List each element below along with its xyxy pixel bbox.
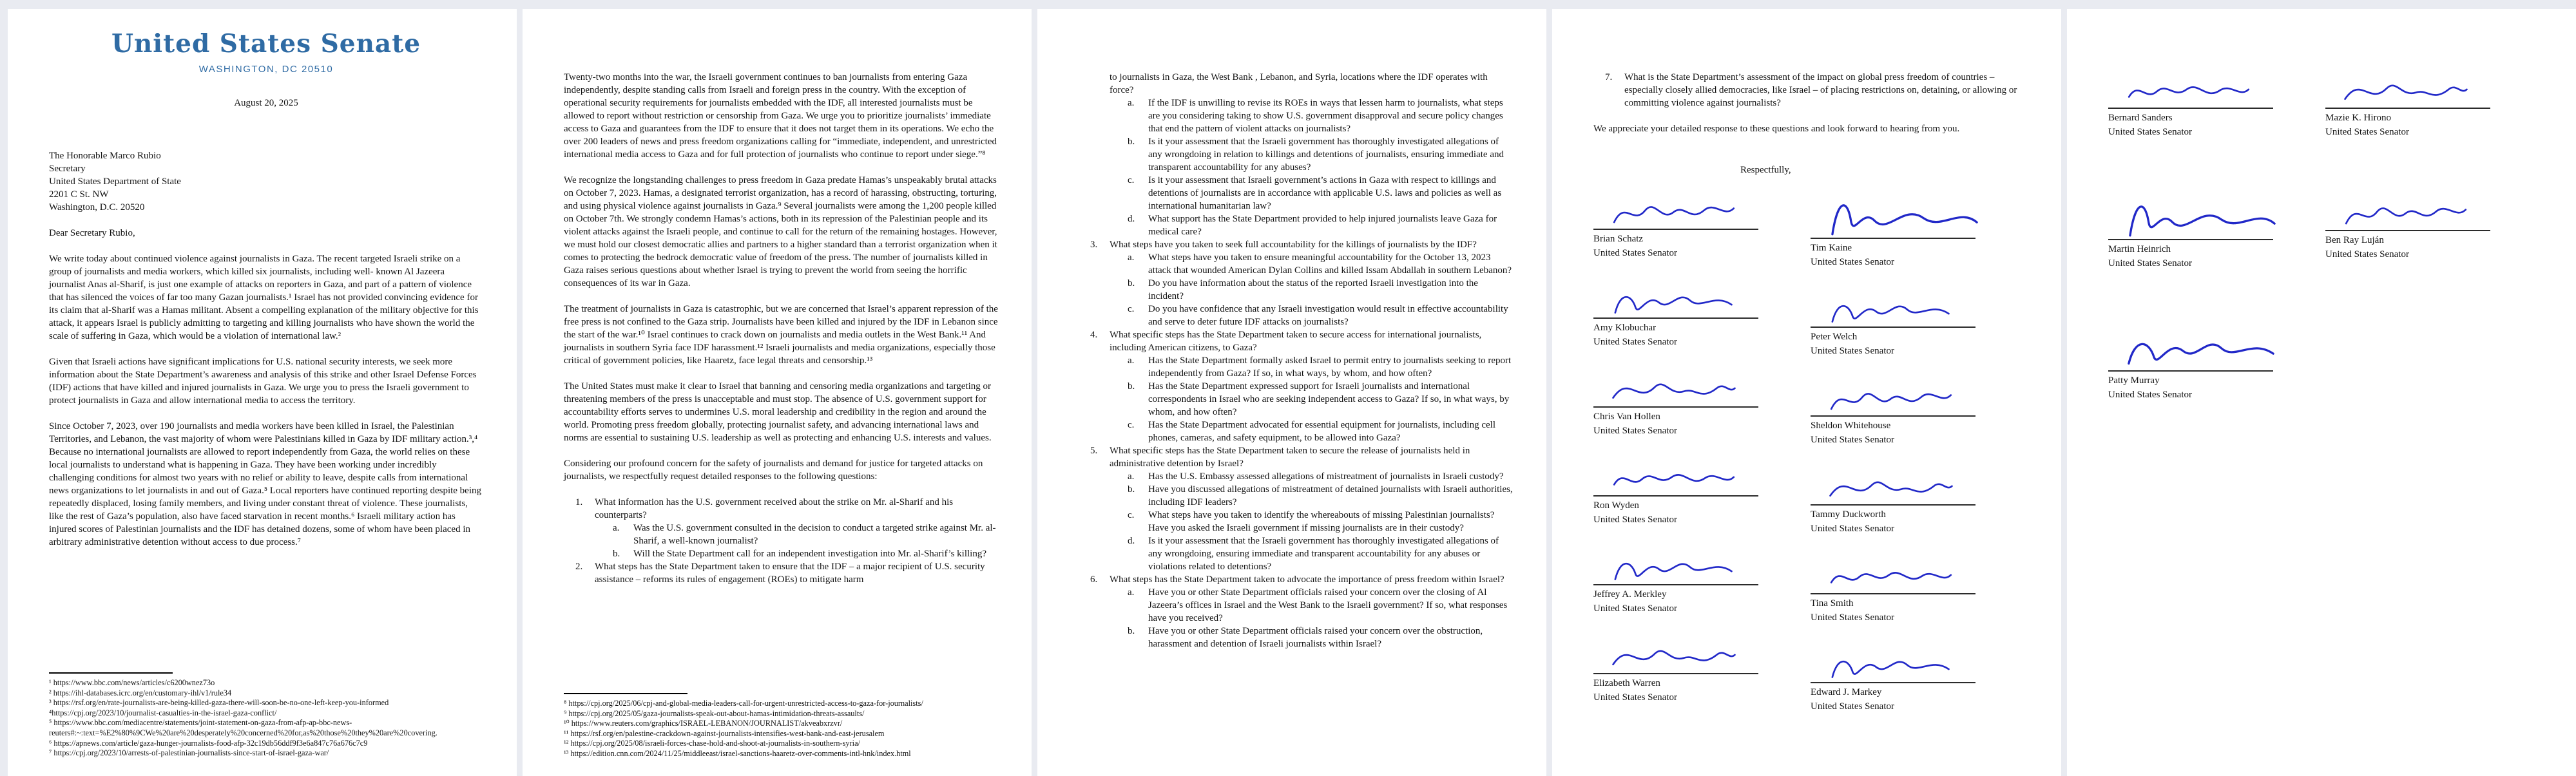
salutation: Dear Secretary Rubio, <box>49 228 135 238</box>
paragraph: Since October 7, 2023, over 190 journalists and media workers have been killed in Israel, the Palestinian Territories, and Lebanon, the vast majority of whom were Palestinians killed in Gaza by IDF military action.³,⁴ Because no international journalists are allowed to report independently from Gaza, the world relies on these local journalists to understand what is happening in Gaza. They have been working under incredibly challenging conditions for almost two years with no relief or ability to leave, despite calls from international news organizations to let journalists in and out of Gaza.⁵ Local reporters have continued reporting despite being repeatedly displaced, losing family members, and living under constant threat of violence. These journalists, like the rest of Gaza’s population, also have faced starvation in recent months.⁶ Israeli military action has injured scores of Palestinian journalists and the IDF has detained dozens, some of whom have been placed in arbitrary administrative detention without access to due process.⁷ <box>49 421 482 547</box>
question-subitem <box>1128 303 1513 328</box>
question-subitem <box>1128 97 1513 135</box>
signature-line <box>2325 108 2490 109</box>
signature-column-right <box>2325 73 2542 459</box>
question-marker: 7. <box>1605 72 1613 82</box>
question-text: Has the State Department formally asked Israel to permit entry to journalists seeking to report independently from Gaza? If so, in what ways, by whom, and how often? <box>1148 355 1512 379</box>
signature-line <box>1593 495 1758 497</box>
signature-ink <box>1593 194 1754 232</box>
question-marker: c. <box>1128 175 1135 185</box>
signature-title: United States Senator <box>1593 603 1677 614</box>
signature-line <box>1811 682 1975 683</box>
signature-title: United States Senator <box>1811 346 1894 356</box>
question-text: What steps have you taken to ensure meaningful accountability for the October 13, 2023 attack that wounded American Dylan Collins and killed Issam Abdallah in southern Lebanon? <box>1148 252 1512 276</box>
paragraph: The treatment of journalists in Gaza is catastrophic, but we are concerned that Israel’s apparent repression of the free press is not confined to the Gaza strip. Journalists have been killed and injured by the IDF in Lebanon since the start of the war.¹⁰ Israel continues to crack down on journalists and media outlets in the West Bank.¹¹ And journalists in southern Syria face IDF harassment.¹² Israeli journalists and media organizations, especially those critical of government policies, like Haaretz, face legal threats and censorship.¹³ <box>564 304 998 366</box>
signature-name: Ron Wyden <box>1593 500 1639 511</box>
signature-block <box>2325 73 2542 139</box>
question-subitem <box>1128 419 1513 444</box>
question-item <box>1090 238 1513 251</box>
page-2 <box>523 9 1032 776</box>
question-text: What steps have you taken to seek full accountability for the killings of journalists by the IDF? <box>1110 240 1477 250</box>
signature-block <box>1593 639 1811 705</box>
question-text: What steps has the State Department taken to ensure that the IDF – a major recipient of U.S. security assistance – reforms its rules of engagement (ROEs) to mitigate harm <box>595 562 985 585</box>
signature-block <box>1593 550 1811 616</box>
signature-title: United States Senator <box>1593 337 1677 347</box>
question-marker: c. <box>1128 304 1135 314</box>
paragraph: The United States must make it clear to Israel that banning and censoring media organizations and targeting or threatening members of the press is unacceptable and must stop. The absence of U.S. government support for accountability efforts serves to undermines U.S. moral leadership and credibility in the region and around the world. Promoting press freedom globally, protecting journalist safety, and advancing international laws and norms are essential to sustaining U.S. leadership as well as protecting and enhancing U.S. interests and values. <box>564 381 992 443</box>
signature-name: Ben Ray Luján <box>2325 235 2384 245</box>
paragraph: We write today about continued violence against journalists in Gaza. The recent targeted Israeli strike on a group of journalists and media workers, which killed six journalists, including well- known Al Jazeera journalist Anas al-Sharif, is just one example of attacks on reporters in Gaza, and part of a pattern of violence that has silenced the voices of far too many Gazan journalists.¹ Israel has not provided convincing evidence for its claim that al-Sharif was a Hamas militant. Absent a compelling explanation of the military objective for this attack, it appears Israel is publicly admitting to targeting and killing journalists who have shown the world the scale of suffering in Gaza, which would be a violation of international law.² <box>49 254 479 341</box>
question-item <box>1605 71 2028 109</box>
question-text: What specific steps has the State Department taken to secure access for international journalists, including American citizens, to Gaza? <box>1110 330 1482 353</box>
question-subitem <box>613 547 998 560</box>
question-text: Have you discussed allegations of mistreatment of detained journalists with Israeli authorities, including IDF leaders? <box>1148 484 1513 507</box>
page-4 <box>1552 9 2061 776</box>
footnotes <box>564 693 1002 759</box>
signature-title: United States Senator <box>2108 390 2192 400</box>
signature-ink <box>1811 381 1972 419</box>
signature-ink <box>1811 648 1972 685</box>
question-text: Was the U.S. government consulted in the decision to conduct a targeted strike against Mr. al-Sharif, a well-known journalist? <box>633 523 996 546</box>
signature-name: Tina Smith <box>1811 598 1854 609</box>
signature-ink <box>2325 73 2486 111</box>
signature-line <box>2108 239 2273 240</box>
signature-column-right <box>1811 194 2028 737</box>
question-text: Is it your assessment that Israeli government’s actions in Gaza with respect to killings and detentions of journalists are in accordance with applicable U.S. laws and policies as well as international humanitarian law? <box>1148 175 1502 211</box>
question-item <box>1090 328 1513 354</box>
question-text: Is it your assessment that the Israeli government has thoroughly investigated allegations of any wrongdoing in relation to killings and detentions of journalists, ensuring immediate and transparent accountability for any abuses? <box>1148 137 1504 173</box>
signature-ink <box>1593 461 1754 498</box>
signature-block <box>1811 648 2028 714</box>
signature-name: Edward J. Markey <box>1811 687 1882 697</box>
signature-name: Peter Welch <box>1811 332 1858 342</box>
signature-block <box>1811 194 2028 269</box>
footnote-item: ³ https://rsf.org/en/rate-journalists-are-being-killed-gaza-there-will-soon-be-no-one-left-keep-you-informed <box>49 698 389 708</box>
question-marker: b. <box>613 549 620 559</box>
signature-title: United States Senator <box>1593 248 1677 258</box>
signature-name: Tim Kaine <box>1811 243 1852 253</box>
signature-column-left <box>2108 73 2325 459</box>
question-item <box>1090 444 1513 470</box>
footnote-item: ⁸ https://cpj.org/2025/06/cpj-and-global-media-leaders-call-for-urgent-unrestricted-access-to-gaza-for-journalists/ <box>564 699 923 708</box>
question-text: Has the State Department expressed support for Israeli journalists and international correspondents in Israel who are seeking independent access to Gaza? If so, in what ways, by whom, and how often? <box>1148 381 1510 417</box>
question-text: If the IDF is unwilling to revise its ROEs in ways that lessen harm to journalists, what steps are you considering taking to show U.S. government disapproval and secure policy changes that end the pattern of violent attacks on journalists? <box>1148 98 1503 134</box>
signature-line <box>1593 406 1758 408</box>
question-marker: 1. <box>575 497 583 507</box>
paragraph: Twenty-two months into the war, the Israeli government continues to ban journalists from entering Gaza independently, despite standing calls from Israeli and foreign press in the country. With the exception of operational security requirements for journalists embedded with the IDF, all interested journalists must be allowed to report without restriction or censorship from Gaza. We urge you to prioritize journalists’ immediate access to Gaza and guarantees from the IDF to ensure that it does not target them in its operations. We echo the over 200 leaders of news and press freedom organizations calling for “immediate, independent, and unrestricted international media access to Gaza and for full protection of journalists who continue to report under siege.”⁸ <box>564 72 997 160</box>
question-text: What steps has the State Department taken to advocate the importance of press freedom within Israel? <box>1110 574 1504 585</box>
footnote-item: ⁷ https://cpj.org/2023/10/arrests-of-palestinian-journalists-since-start-of-israel-gaza-war/ <box>49 748 329 758</box>
signature-line <box>1593 317 1758 319</box>
signature-name: Martin Heinrich <box>2108 244 2171 254</box>
signature-title: United States Senator <box>1811 257 1894 267</box>
signature-line <box>1811 415 1975 417</box>
question-marker: 6. <box>1090 574 1098 585</box>
signature-line <box>2108 108 2273 109</box>
footnote-item: ⁴https://cpj.org/2023/10/journalist-casualties-in-the-israel-gaza-conflict/ <box>49 708 277 717</box>
signature-name: Brian Schatz <box>1593 234 1644 244</box>
footnote-item: ¹² https://cpj.org/2025/08/israeli-forces-chase-hold-and-shoot-at-journalists-in-southern-syria/ <box>564 739 860 748</box>
question-subitem <box>1128 174 1513 213</box>
signature-line <box>1593 673 1758 674</box>
question-marker: b. <box>1128 381 1135 392</box>
question-subitem <box>613 522 998 547</box>
signature-block <box>2325 196 2542 261</box>
question-marker: c. <box>1128 510 1135 520</box>
question-text: Have you or other State Department officials raised your concern over the obstruction, harassment and detention of Israeli journalists within Israel? <box>1148 626 1483 649</box>
question-text: Will the State Department call for an independent investigation into Mr. al-Sharif’s killing? <box>633 549 987 559</box>
question-subitem <box>1128 535 1513 573</box>
signature-line <box>2108 370 2273 372</box>
signature-block <box>2108 73 2325 139</box>
signature-block <box>1811 292 2028 358</box>
signature-name: Mazie K. Hirono <box>2325 113 2392 123</box>
question-marker: d. <box>1128 536 1135 546</box>
footnote-item: ¹³ https://edition.cnn.com/2024/11/25/middleeast/israel-sanctions-haaretz-over-comments-intl-hnk/index.html <box>564 748 911 758</box>
question-subitem <box>1128 277 1513 303</box>
signature-title: United States Senator <box>1811 435 1894 445</box>
question-text: Has the U.S. Embassy assessed allegations of mistreatment of journalists in Israeli custody? <box>1148 471 1504 482</box>
signature-ink <box>2108 73 2269 111</box>
recipient-line: 2201 C St. NW <box>49 189 109 200</box>
question-marker: b. <box>1128 626 1135 636</box>
question-subitem <box>1128 509 1513 535</box>
signature-name: Sheldon Whitehouse <box>1811 421 1891 431</box>
signature-ink <box>1811 194 1997 241</box>
signature-block <box>1811 470 2028 536</box>
question-subitem <box>1128 470 1513 483</box>
page-3 <box>1037 9 1546 776</box>
question-text: Is it your assessment that the Israeli government has thoroughly investigated allegations of any wrongdoing, ensuring immediate and transparent accountability for any abuses or violations related to detentions? <box>1148 536 1499 572</box>
signature-ink <box>1593 550 1754 587</box>
signature-line <box>1593 584 1758 585</box>
signature-line <box>1593 229 1758 230</box>
question-text: What information has the U.S. government received about the strike on Mr. al-Sharif and his counterparts? <box>595 497 954 520</box>
question-marker: b. <box>1128 137 1135 147</box>
question-marker: 3. <box>1090 240 1098 250</box>
question-subitem <box>1128 354 1513 380</box>
question-marker: c. <box>1128 420 1135 430</box>
question-marker: a. <box>1128 471 1135 482</box>
signature-title: United States Senator <box>2325 127 2409 137</box>
question-text: Do you have confidence that any Israeli investigation would result in effective accountability and serve to deter future IDF attacks on journalists? <box>1148 304 1508 327</box>
signature-title: United States Senator <box>2108 258 2192 269</box>
question-marker: a. <box>1128 98 1135 108</box>
signature-block <box>1593 372 1811 438</box>
signature-block <box>2108 327 2325 402</box>
signature-name: Bernard Sanders <box>2108 113 2173 123</box>
question-marker: b. <box>1128 278 1135 289</box>
footnote-rule <box>49 672 173 674</box>
signature-ink <box>1811 292 1972 330</box>
question-item <box>1090 573 1513 586</box>
signature-title: United States Senator <box>1811 612 1894 623</box>
question-subitem <box>1128 135 1513 174</box>
paragraph: Given that Israeli actions have significant implications for U.S. national security interests, we seek more information about the State Department’s awareness and analysis of this strike and other Israel Defense Forces (IDF) actions that have killed and injured journalists in Gaza. We urge you to press the Israeli government to protect journalists in Gaza and allow international media to access the territory. <box>49 357 477 406</box>
signature-line <box>2325 230 2490 231</box>
question-marker: a. <box>613 523 620 533</box>
footnote-item: ¹⁰ https://www.reuters.com/graphics/ISRAEL-LEBANON/JOURNALIST/akveabxrzvr/ <box>564 719 843 728</box>
question-subitem <box>1128 213 1513 238</box>
footnote-item: ⁵ https://www.bbc.com/mediacentre/statements/joint-statement-on-gaza-from-afp-ap-bbc-news-reuters#:~:text=%E2%80%9CWe%20are%20desperately%20concerned%20for,as%20those%20they%20are%20covering. <box>49 718 437 737</box>
signature-block <box>1593 283 1811 349</box>
question-continuation: to journalists in Gaza, the West Bank , Lebanon, and Syria, locations where the IDF operates with force? <box>1110 72 1488 95</box>
signature-title: United States Senator <box>2325 249 2409 260</box>
signature-columns <box>1593 194 2028 737</box>
signature-columns <box>2108 73 2542 459</box>
signature-block <box>1811 559 2028 625</box>
signature-title: United States Senator <box>1811 701 1894 712</box>
signature-name: Tammy Duckworth <box>1811 509 1886 520</box>
footnote-item: ¹¹ https://rsf.org/en/palestine-crackdown-against-journalists-intensifies-west-bank-and-east-jerusalem <box>564 728 885 738</box>
signature-block <box>1593 194 1811 260</box>
signature-title: United States Senator <box>1593 692 1677 703</box>
signature-line <box>1811 593 1975 594</box>
question-marker: 5. <box>1090 446 1098 456</box>
signature-ink <box>1811 559 1972 596</box>
question-text: What steps have you taken to identify the whereabouts of missing Palestinian journalists? Have you asked the Israeli government if missing journalists are in their custody? <box>1148 510 1495 533</box>
question-text: Has the State Department advocated for essential equipment for journalists, including cell phones, cameras, and safety equipment, to be allowed into Gaza? <box>1148 420 1496 443</box>
footnote-item: ⁶ https://apnews.com/article/gaza-hunger-journalists-food-afp-32c19db56ddf9f3e6a847c76a676c7c9 <box>49 738 368 748</box>
letterhead-title: United States Senate <box>111 29 421 59</box>
signature-name: Chris Van Hollen <box>1593 412 1660 422</box>
question-text: What support has the State Department provided to help injured journalists leave Gaza for medical care? <box>1148 214 1497 237</box>
letterhead <box>49 9 483 76</box>
signature-ink <box>2325 196 2486 233</box>
footnotes <box>49 672 487 759</box>
date: August 20, 2025 <box>234 98 298 108</box>
question-marker: a. <box>1128 252 1135 263</box>
page-1 <box>8 9 517 776</box>
signature-name: Jeffrey A. Merkley <box>1593 589 1667 600</box>
question-marker: 2. <box>575 562 583 572</box>
question-subitem <box>1128 483 1513 509</box>
signature-block <box>1593 461 1811 527</box>
recipient-line: The Honorable Marco Rubio <box>49 151 161 161</box>
question-item <box>575 560 998 586</box>
paragraph: Considering our profound concern for the safety of journalists and demand for justice for targeted attacks on journalists, we respectfully request detailed responses to the following questions: <box>564 459 983 482</box>
signature-name: Patty Murray <box>2108 375 2160 386</box>
paragraph: We recognize the longstanding challenges to press freedom in Gaza predate Hamas’s unspeakably brutal attacks on October 7, 2023. Hamas, a designated terrorist organization, has a record of harassing, obstructing, torturing, and using physical violence against journalists in Gaza.⁹ Several journalists were among the 1,200 people killed on October 7th. We strongly condemn Hamas’s actions, both in its repression of the Palestinian people and its violent attacks against the Israeli people, and continue to call for the return of the remaining hostages. However, we must hold our closest democratic allies and partners to a higher standard than a terrorist organization when it comes to protecting the bedrock democratic value of freedom of the press. The number of journalists killed in Gaza raises serious questions about whether Israel is trying to prevent the world from seeing the horrific consequences of its war in Gaza. <box>564 175 997 289</box>
question-text: What specific steps has the State Department taken to secure the release of journalists held in administrative detention by Israel? <box>1110 446 1470 469</box>
question-subitem <box>1128 625 1513 650</box>
valediction: Respectfully, <box>1740 165 1791 175</box>
footnote-item: ² https://ihl-databases.icrc.org/en/customary-ihl/v1/rule34 <box>49 688 232 697</box>
signature-ink <box>1593 283 1754 321</box>
signature-title: United States Senator <box>1811 524 1894 534</box>
signature-name: Amy Klobuchar <box>1593 323 1657 333</box>
signature-ink <box>1593 639 1754 676</box>
closing-paragraph: We appreciate your detailed response to these questions and look forward to hearing from you. <box>1593 124 1960 134</box>
signature-name: Elizabeth Warren <box>1593 678 1660 688</box>
recipient-line: Secretary <box>49 164 86 174</box>
question-marker: b. <box>1128 484 1135 495</box>
signature-line <box>1811 238 1975 239</box>
question-subitem <box>1128 586 1513 625</box>
question-marker: 4. <box>1090 330 1098 340</box>
question-text: Do you have information about the status of the reported Israeli investigation into the incident? <box>1148 278 1478 301</box>
recipient-line: Washington, D.C. 20520 <box>49 202 145 213</box>
signature-title: United States Senator <box>2108 127 2192 137</box>
question-marker: a. <box>1128 355 1135 366</box>
question-subitem <box>1128 251 1513 277</box>
signature-ink <box>1811 470 1972 507</box>
recipient-line: United States Department of State <box>49 176 181 187</box>
footnote-item: ¹ https://www.bbc.com/news/articles/c6200wnez73o <box>49 678 215 687</box>
question-marker: a. <box>1128 587 1135 598</box>
recipient-block <box>49 149 483 214</box>
signature-title: United States Senator <box>1593 426 1677 436</box>
question-text: What is the State Department’s assessment of the impact on global press freedom of countries – especially closely allied democracies, like Israel – of placing restrictions on, detaining, or allowing or committing violence against journalists? <box>1624 72 2017 108</box>
signature-block <box>2108 196 2325 270</box>
question-item <box>575 496 998 522</box>
letterhead-subtitle: WASHINGTON, DC 20510 <box>198 64 334 75</box>
signature-line <box>1811 326 1975 328</box>
question-marker: d. <box>1128 214 1135 224</box>
signature-title: United States Senator <box>1593 515 1677 525</box>
signature-ink <box>2108 327 2295 374</box>
footnote-rule <box>564 693 687 694</box>
question-text: Have you or other State Department officials raised your concern over the closing of Al Jazeera’s offices in Israel and the West Bank to the Israeli government? If so, what responses have you received? <box>1148 587 1508 623</box>
signature-line <box>1811 504 1975 506</box>
page-5 <box>2067 9 2576 776</box>
signature-ink <box>1593 372 1754 410</box>
question-subitem <box>1128 380 1513 419</box>
footnote-item: ⁹ https://cpj.org/2025/05/gaza-journalists-speak-out-about-hamas-intimidation-threats-assaults/ <box>564 708 865 718</box>
signature-column-left <box>1593 194 1811 737</box>
signature-ink <box>2108 196 2295 242</box>
signature-block <box>1811 381 2028 447</box>
